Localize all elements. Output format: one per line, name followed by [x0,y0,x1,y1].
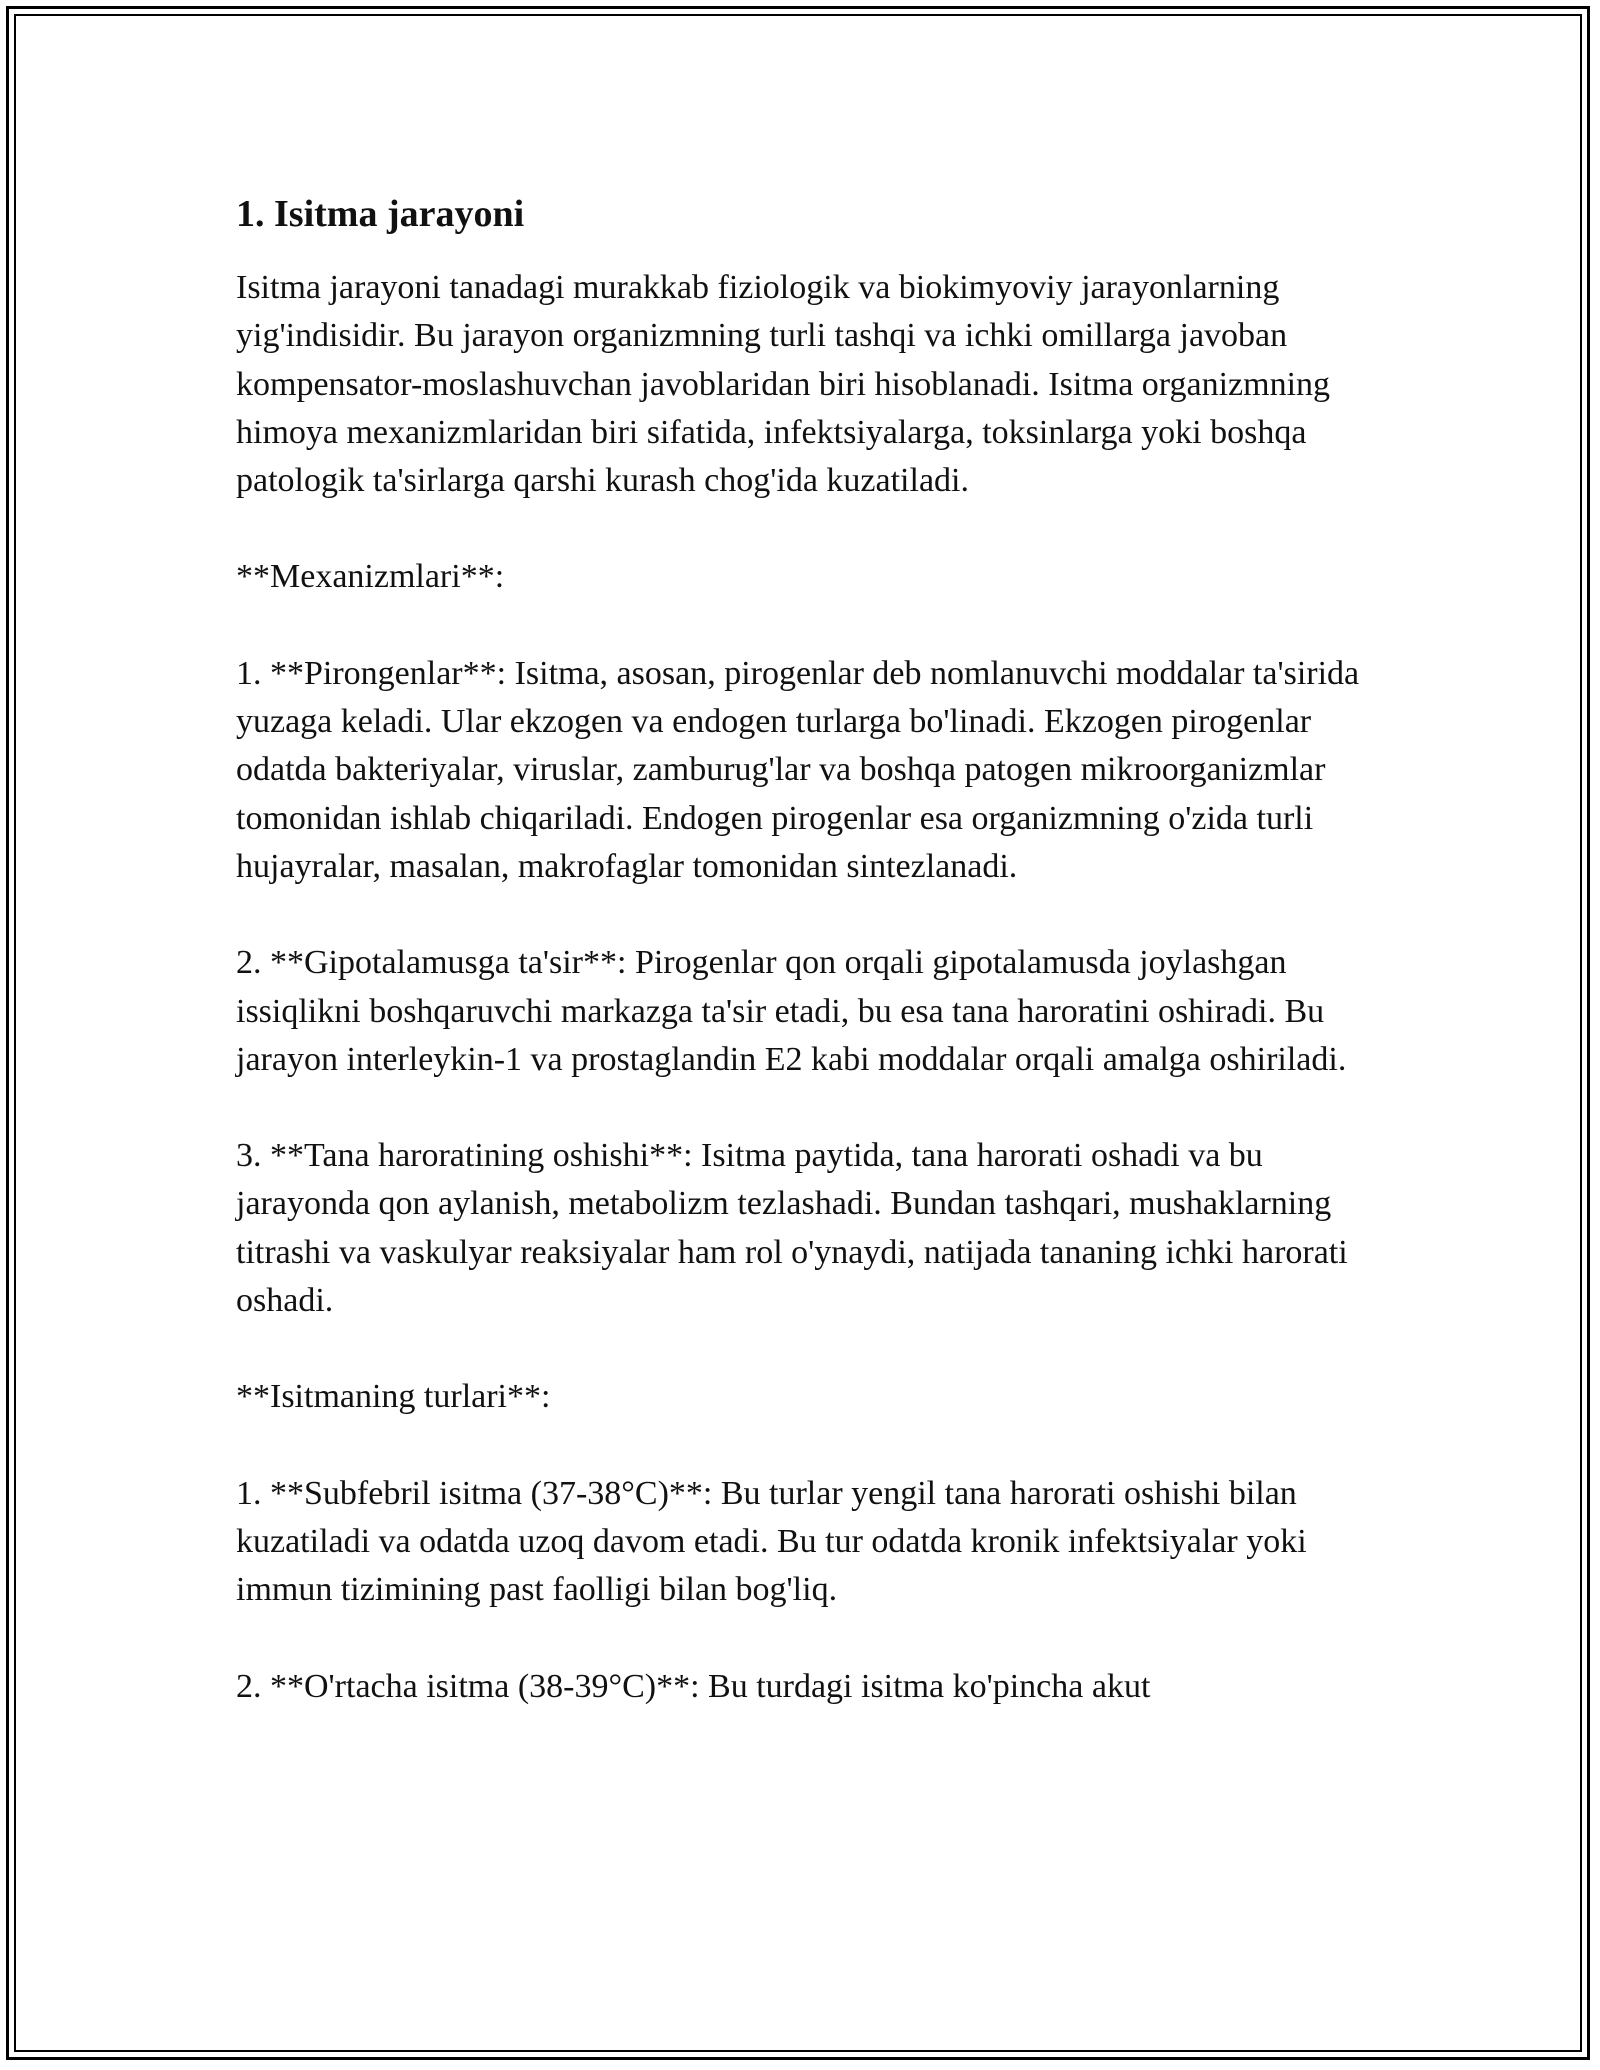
mechanism-item-hypothalamus: 2. **Gipotalamusga ta'sir**: Pirogenlar qon orqali gipotalamusda joylashgan issiqlikni boshqaruvchi markazga ta'sir etadi, bu esa tana haroratini oshiradi. Bu jarayon interleykin-1 va prostaglandin E2 kabi moddalar orqali amalga oshiriladi. [236,944,1347,1078]
fever-types-subheading: **Isitmaning turlari**: [236,1378,551,1416]
document-body [236,186,1386,1711]
mechanism-item-pyrogens: 1. **Pirongenlar**: Isitma, asosan, pirogenlar deb nomlanuvchi moddalar ta'sirida yuzaga keladi. Ular ekzogen va endogen turlarga bo'linadi. Ekzogen pirogenlar odatda bakteriyalar, viruslar, zamburug'lar va boshqa patogen mikroorganizmlar tomonidan ishlab chiqariladi. Endogen pirogenlar esa organizmning o'zida turli hujayralar, masalan, makrofaglar tomonidan sintezlanadi. [236,654,1360,885]
mechanism-item-temperature-rise: 3. **Tana haroratining oshishi**: Isitma paytida, tana harorati oshadi va bu jarayonda qon aylanish, metabolizm tezlashadi. Bundan tashqari, mushaklarning titrashi va vaskulyar reaksiyalar ham rol o'ynaydi, natijada tananing ichki harorati oshadi. [236,1137,1348,1320]
fever-type-subfebrile: 1. **Subfebril isitma (37-38°C)**: Bu turlar yengil tana harorati oshishi bilan kuzatiladi va odatda uzoq davom etadi. Bu tur odatda kronik infektsiyalar yoki immun tizimining past faolligi bilan bog'liq. [236,1474,1307,1609]
fever-type-moderate: 2. **O'rtacha isitma (38-39°C)**: Bu turdagi isitma ko'pincha akut [236,1667,1151,1705]
section-heading: 1. Isitma jarayoni [236,193,525,235]
intro-paragraph: Isitma jarayoni tanadagi murakkab fiziologik va biokimyoviy jarayonlarning yig'indisidir. Bu jarayon organizmning turli tashqi va ichki omillarga javoban kompensator-moslashuvchan javoblaridan biri hisoblanadi. Isitma organizmning himoya mexanizmlaridan biri sifatida, infektsiyalarga, toksinlarga yoki boshqa patologik ta'sirlarga qarshi kurash chog'ida kuzatiladi. [236,269,1331,500]
mechanisms-subheading: **Mexanizmlari**: [236,558,505,596]
